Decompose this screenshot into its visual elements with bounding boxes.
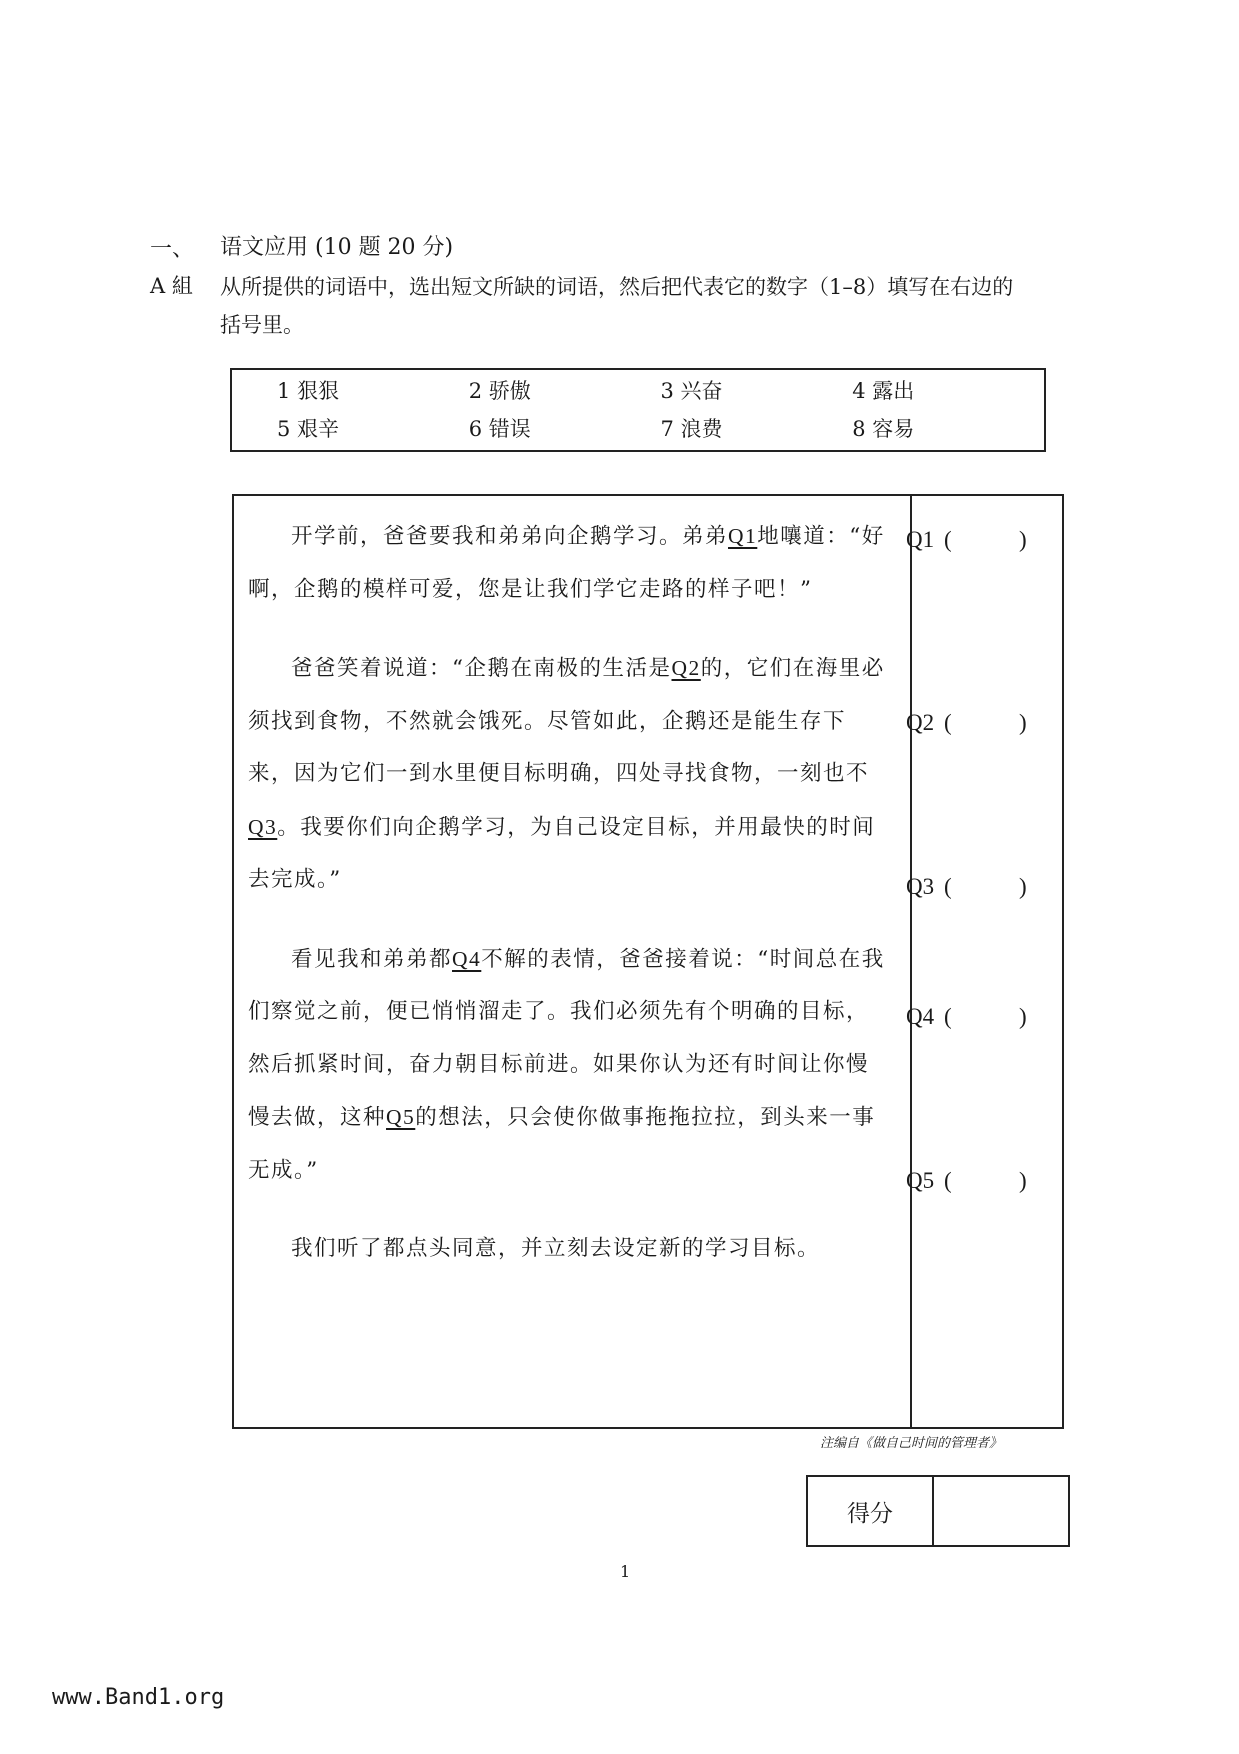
blank-q3: Q3 (248, 814, 278, 839)
answer-q4[interactable] (906, 1004, 1046, 1030)
passage-divider (910, 494, 912, 1429)
answer-open-bracket: ( (944, 527, 952, 552)
blank-q4: Q4 (452, 946, 482, 971)
footer-url: www.Band1.org (52, 1685, 225, 1710)
answer-open-bracket: ( (944, 874, 952, 899)
paragraph-1 (248, 510, 888, 616)
word-bank-item: 3 兴奋 (660, 379, 723, 403)
blank-q5: Q5 (386, 1105, 416, 1129)
answer-close-bracket: ) (1019, 1168, 1027, 1193)
text-segment: 开学前，爸爸要我和弟弟向企鹅学习。弟弟 (291, 524, 729, 549)
answer-label: Q4 (906, 1004, 935, 1029)
answer-close-bracket: ) (1019, 1004, 1027, 1029)
answer-open-bracket: ( (944, 1168, 952, 1193)
word-bank (230, 368, 1046, 452)
text-segment: 地嚷道：“好啊，企鹅的模样可爱，您是让我们学它走路的样子吧！” (248, 524, 885, 602)
answer-label: Q5 (906, 1168, 935, 1193)
paragraph-3 (248, 933, 888, 1198)
word-bank-item: 6 错误 (468, 417, 531, 441)
word-bank-item: 7 浪费 (660, 417, 723, 441)
answer-close-bracket: ) (1019, 527, 1027, 552)
group-label: A 組 (150, 274, 193, 298)
answer-close-bracket: ) (1019, 874, 1027, 899)
word-bank-item: 8 容易 (852, 417, 915, 441)
text-segment: 爸爸笑着说道：“企鹅在南极的生活是 (291, 656, 672, 681)
answer-close-bracket: ) (1019, 710, 1027, 735)
answer-q1[interactable] (906, 527, 1046, 553)
text-segment: 看见我和弟弟都 (291, 946, 453, 972)
answer-q3[interactable] (906, 874, 1046, 900)
word-bank-item: 4 露出 (852, 379, 915, 403)
score-box (806, 1475, 1070, 1547)
answer-label: Q2 (906, 710, 935, 735)
blank-q2: Q2 (671, 656, 701, 680)
word-bank-item: 1 狠狠 (277, 379, 340, 403)
score-label: 得分 (808, 1477, 934, 1545)
blank-q1: Q1 (728, 524, 758, 548)
word-bank-item: 5 艰辛 (277, 417, 340, 441)
answer-q2[interactable] (906, 710, 1046, 736)
section-title: 语文应用 (10 题 20 分) (220, 235, 454, 260)
answer-open-bracket: ( (944, 1004, 952, 1029)
text-segment: 的想法，只会使你做事拖拖拉拉，到头来一事无成。” (248, 1105, 876, 1183)
instructions: 从所提供的词语中，选出短文所缺的词语，然后把代表它的数字（1–8）填写在右边的括号里。 (220, 275, 1014, 337)
score-field[interactable] (934, 1477, 1068, 1545)
text-segment: 。我要你们向企鹅学习，为自己设定目标，并用最快的时间去完成。” (248, 814, 876, 892)
page-number: 1 (620, 1562, 631, 1581)
section-number: 一、 (150, 237, 195, 262)
answer-q5[interactable] (906, 1168, 1046, 1194)
source-note: 注编自《做自己时间的管理者》 (820, 1436, 1003, 1451)
word-bank-item: 2 骄傲 (468, 379, 531, 403)
paragraph-4: 我们听了都点头同意，并立刻去设定新的学习目标。 (291, 1236, 821, 1261)
passage-text (248, 510, 888, 1276)
answer-open-bracket: ( (944, 710, 952, 735)
text-segment: 的，它们在海里必须找到食物，不然就会饿死。尽管如此，企鹅还是能生存下来，因为它们一到水里便目标明确，四处寻找食物，一刻也不 (248, 656, 885, 786)
text-segment: 不解的表情，爸爸接着说：“时间总在我们察觉之前，便已悄悄溜走了。我们必须先有个明确的目标，然后抓紧时间，奋力朝目标前进。如果你认为还有时间让你慢慢去做，这种 (248, 946, 885, 1130)
answer-label: Q3 (906, 874, 935, 899)
answer-label: Q1 (906, 527, 935, 552)
paragraph-2 (248, 642, 888, 907)
